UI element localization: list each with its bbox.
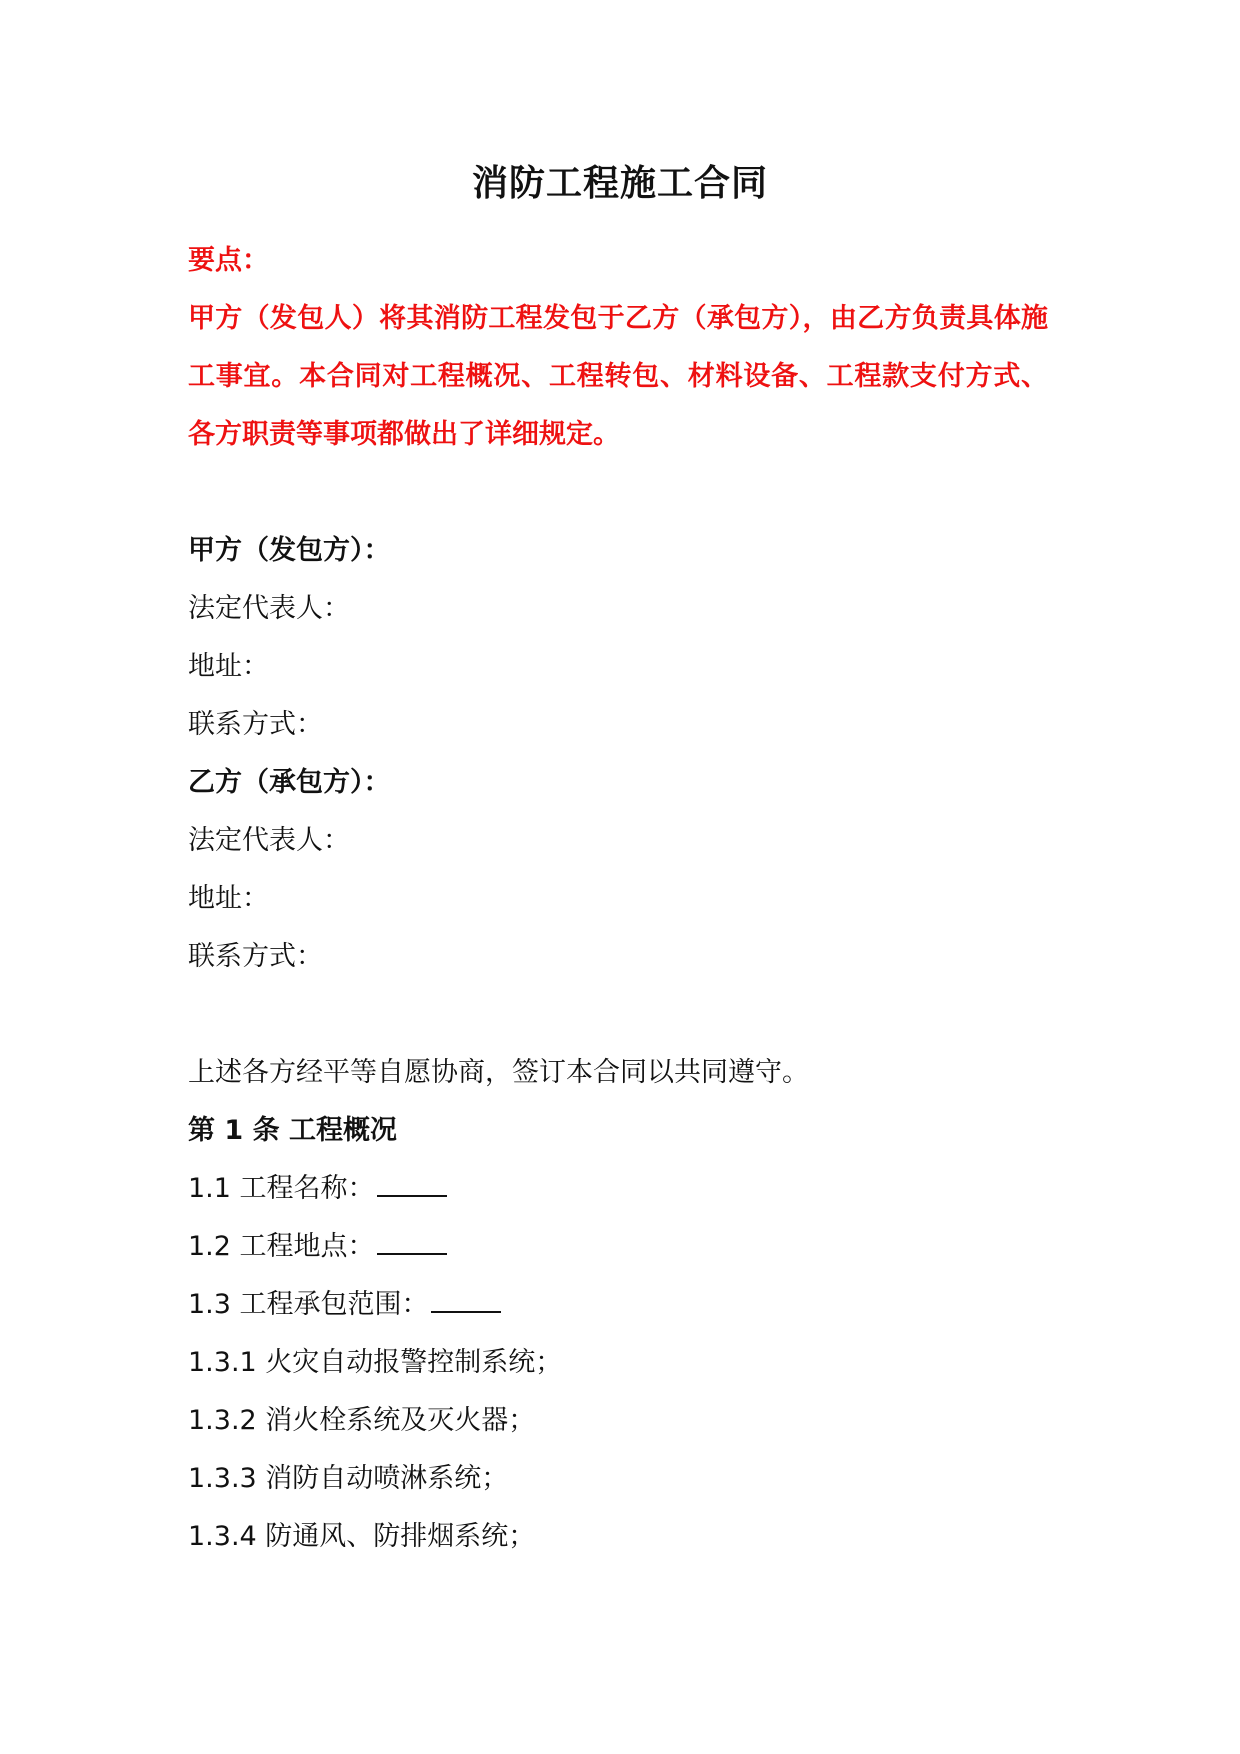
- party-a-representative: 法定代表人：: [188, 593, 350, 624]
- clause-1-1: [188, 1160, 1048, 1218]
- project-name-blank: [377, 1173, 447, 1197]
- party-a-heading: 甲方（发包方）：: [188, 535, 391, 566]
- clause-1-2-text: 1.2 工程地点：: [188, 1231, 375, 1262]
- summary-text: 甲方（发包人）将其消防工程发包于乙方（承包方），由乙方负责具体施工事宜。本合同对工程概况、工程转包、材料设备、工程款支付方式、各方职责等事项都做出了详细规定。: [188, 303, 1048, 450]
- project-scope-blank: [431, 1289, 501, 1313]
- clause-1-3-4: 1.3.4 防通风、防排烟系统；: [188, 1521, 536, 1552]
- party-b-representative: 法定代表人：: [188, 825, 350, 856]
- project-location-blank: [377, 1231, 447, 1255]
- party-a-contact: 联系方式：: [188, 709, 323, 740]
- clause-1-3-2: 1.3.2 消火栓系统及灭火器；: [188, 1405, 536, 1436]
- party-b-contact: 联系方式：: [188, 941, 323, 972]
- clause-1-3-3: 1.3.3 消防自动喷淋系统；: [188, 1463, 509, 1494]
- preamble: 上述各方经平等自愿协商，签订本合同以共同遵守。: [188, 1057, 809, 1088]
- clause-1-3-text: 1.3 工程承包范围：: [188, 1289, 429, 1320]
- spacer: [188, 986, 1048, 1044]
- document-title: 消防工程施工合同: [471, 163, 768, 204]
- document-body: [188, 232, 1048, 1566]
- clause-1-3: [188, 1276, 1048, 1334]
- summary-heading: 要点：: [188, 245, 269, 276]
- clause-1-2: [188, 1218, 1048, 1276]
- party-a-address: 地址：: [188, 651, 269, 682]
- party-b-heading: 乙方（承包方）：: [188, 767, 391, 798]
- clause-1-3-1: 1.3.1 火灾自动报警控制系统；: [188, 1347, 563, 1378]
- spacer: [188, 464, 1048, 522]
- article-1-heading: 第 1 条 工程概况: [188, 1115, 397, 1146]
- party-b-address: 地址：: [188, 883, 269, 914]
- clause-1-1-text: 1.1 工程名称：: [188, 1173, 375, 1204]
